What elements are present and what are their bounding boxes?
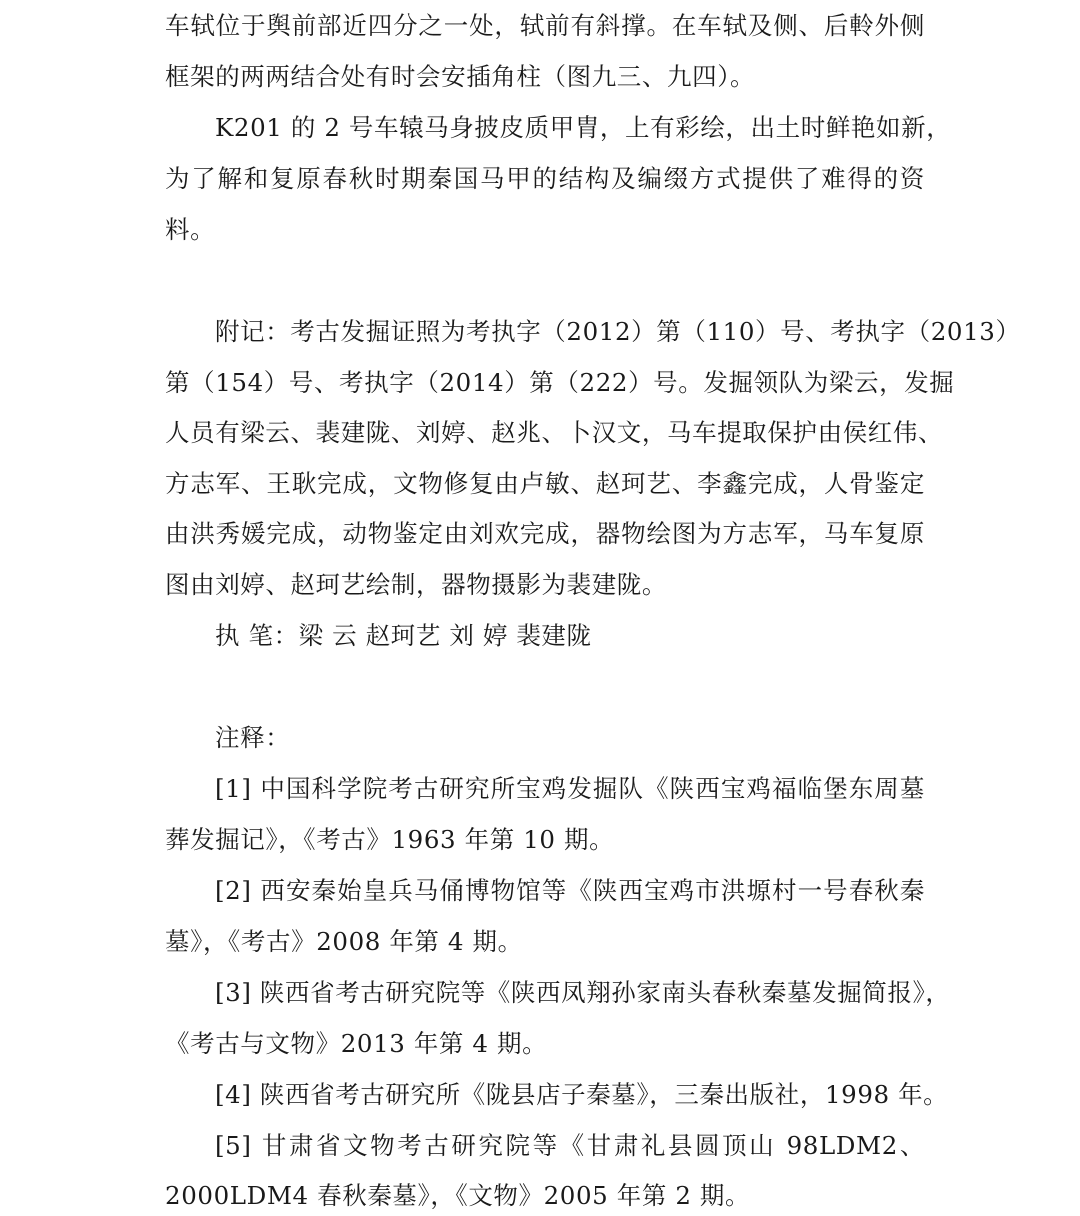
note-item-continued: 葬发掘记》，《考古》1963 年第 10 期。 [165,825,615,854]
appendix-line: 人员有梁云、裴建陇、刘婷、赵兆、卜汉文，马车提取保护由侯红伟、 [165,418,944,447]
note-item: [1] 中国科学院考古研究所宝鸡发掘队《陕西宝鸡福临堡东周墓 [215,774,925,803]
note-item: [3] 陕西省考古研究院等《陕西凤翔孙家南头春秋秦墓发掘简报》， [215,978,951,1007]
body-line: 车轼位于舆前部近四分之一处，轼前有斜撑。在车轼及侧、后軨外侧 [165,11,925,40]
appendix-line: 附记：考古发掘证照为考执字（2012）第（110）号、考执字（2013） [215,317,1021,346]
appendix-line: 方志军、王耿完成，文物修复由卢敏、赵珂艺、李鑫完成，人骨鉴定 [165,469,925,498]
appendix-line: 第（154）号、考执字（2014）第（222）号。发掘领队为梁云，发掘 [165,368,955,397]
note-item: [5] 甘肃省文物考古研究院等《甘肃礼县圆顶山 98LDM2、 [215,1131,925,1160]
body-line: 为了解和复原春秋时期秦国马甲的结构及编缀方式提供了难得的资 [165,164,925,193]
appendix-line: 由洪秀媛完成，动物鉴定由刘欢完成，器物绘图为方志军，马车复原 [165,519,925,548]
body-line: 料。 [165,215,216,244]
note-item-continued: 墓》，《考古》2008 年第 4 期。 [165,927,523,956]
note-item-continued: 《考古与文物》2013 年第 4 期。 [165,1029,548,1058]
body-line: K201 的 2 号车辕马身披皮质甲胄，上有彩绘，出土时鲜艳如新， [215,113,952,142]
appendix-line: 图由刘婷、赵珂艺绘制，器物摄影为裴建陇。 [165,570,667,599]
authors-line: 执 笔：梁 云 赵珂艺 刘 婷 裴建陇 [215,621,592,650]
note-item: [2] 西安秦始皇兵马俑博物馆等《陕西宝鸡市洪塬村一号春秋秦 [215,876,925,905]
notes-heading: 注释： [215,723,291,752]
note-item: [4] 陕西省考古研究所《陇县店子秦墓》，三秦出版社，1998 年。 [215,1080,949,1109]
body-line: 框架的两两结合处有时会安插角柱（图九三、九四）。 [165,62,756,91]
note-item-continued: 2000LDM4 春秋秦墓》，《文物》2005 年第 2 期。 [165,1181,751,1210]
